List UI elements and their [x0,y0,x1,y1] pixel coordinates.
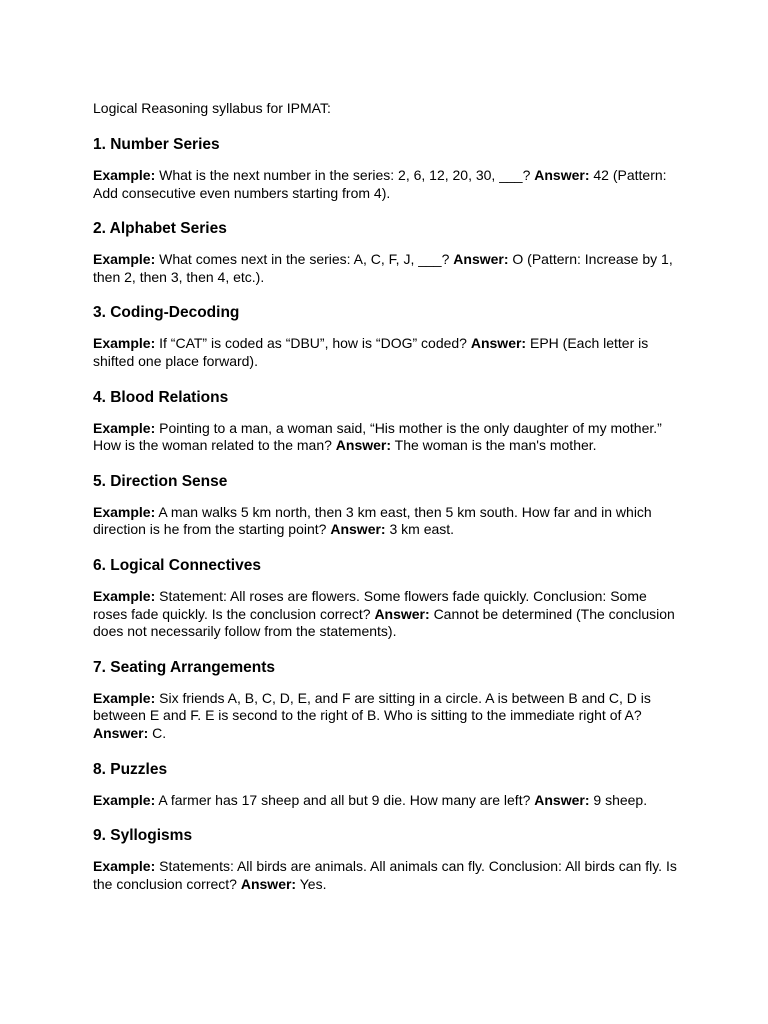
answer-label: Answer: [453,251,509,268]
section-heading: 8. Puzzles [93,760,168,778]
answer-text: 9 sheep. [593,791,648,808]
example-paragraph [93,858,678,893]
example-paragraph [93,588,678,641]
example-text: What comes next in the series: A, C, F, J, ___? [159,251,450,268]
example-paragraph [93,420,678,455]
example-label: Example: [93,858,156,875]
example-text: Statements: All birds are animals. All animals can fly. Conclusion: All birds can fly. Is the conclusion correct? [93,858,677,892]
section-heading: 2. Alphabet Series [93,220,227,238]
example-text: Statement: All roses are flowers. Some flowers fade quickly. Conclusion: Some roses fade quickly. Is the conclusion correct? [93,587,647,622]
section-puzzles [93,760,678,810]
section-coding-decoding [93,303,678,370]
example-label: Example: [93,689,156,706]
example-paragraph [93,690,678,743]
section-number-series [93,135,678,202]
section-seating-arrangements [93,658,678,743]
answer-text: 42 (Pattern: Add consecutive even numbers starting from 4). [93,167,667,201]
example-label: Example: [93,791,156,808]
answer-label: Answer: [534,791,590,808]
example-label: Example: [93,419,156,436]
answer-label: Answer: [240,875,297,892]
answer-label: Answer: [374,605,430,622]
example-text: A farmer has 17 sheep and all but 9 die. How many are left? [158,791,531,808]
document-intro: Logical Reasoning syllabus for IPMAT: [93,100,331,116]
example-paragraph [93,335,678,370]
answer-label: Answer: [534,167,590,183]
section-syllogisms [93,826,678,893]
section-heading: 5. Direction Sense [93,472,228,490]
example-text: Pointing to a man, a woman said, “His mother is the only daughter of my mother.” How is the woman related to the man? [93,419,662,454]
example-paragraph [93,167,678,202]
section-direction-sense [93,472,678,539]
section-heading: 4. Blood Relations [93,388,229,406]
section-heading: 3. Coding-Decoding [93,304,240,322]
section-blood-relations [93,388,678,455]
example-text: Six friends A, B, C, D, E, and F are sitting in a circle. A is between B and C, D is between E and F. E is second to the right of B. Who is sitting to the immediate right of A? [93,689,651,724]
answer-text: The woman is the man's mother. [394,437,597,454]
example-paragraph [93,792,678,810]
answer-text: C. [152,724,167,741]
example-text: A man walks 5 km north, then 3 km east, then 5 km south. How far and in which direction is he from the starting point? [93,503,652,538]
answer-text: O (Pattern: Increase by 1, then 2, then 3, then 4, etc.). [93,251,673,285]
answer-label: Answer: [335,437,392,454]
answer-label: Answer: [470,335,527,352]
example-label: Example: [93,503,156,520]
section-alphabet-series [93,219,678,286]
example-label: Example: [93,587,156,604]
example-label: Example: [93,251,156,268]
example-paragraph [93,504,678,539]
example-label: Example: [93,167,156,183]
section-logical-connectives [93,556,678,641]
section-heading: 1. Number Series [93,136,220,153]
example-text: If “CAT” is coded as “DBU”, how is “DOG” coded? [159,335,467,352]
example-label: Example: [93,335,156,352]
answer-text: Cannot be determined (The conclusion does not necessarily follow from the statements). [93,605,675,640]
section-heading: 9. Syllogisms [93,827,193,845]
answer-text: EPH (Each letter is shifted one place forward). [93,335,649,369]
example-paragraph [93,251,678,286]
section-heading: 7. Seating Arrangements [93,658,276,676]
section-heading: 6. Logical Connectives [93,556,261,574]
answer-text: Yes. [299,875,327,892]
answer-label: Answer: [330,521,386,538]
answer-text: 3 km east. [389,521,455,538]
example-text: What is the next number in the series: 2, 6, 12, 20, 30, ___? [159,167,531,183]
answer-label: Answer: [93,724,149,741]
document-page [93,100,678,910]
